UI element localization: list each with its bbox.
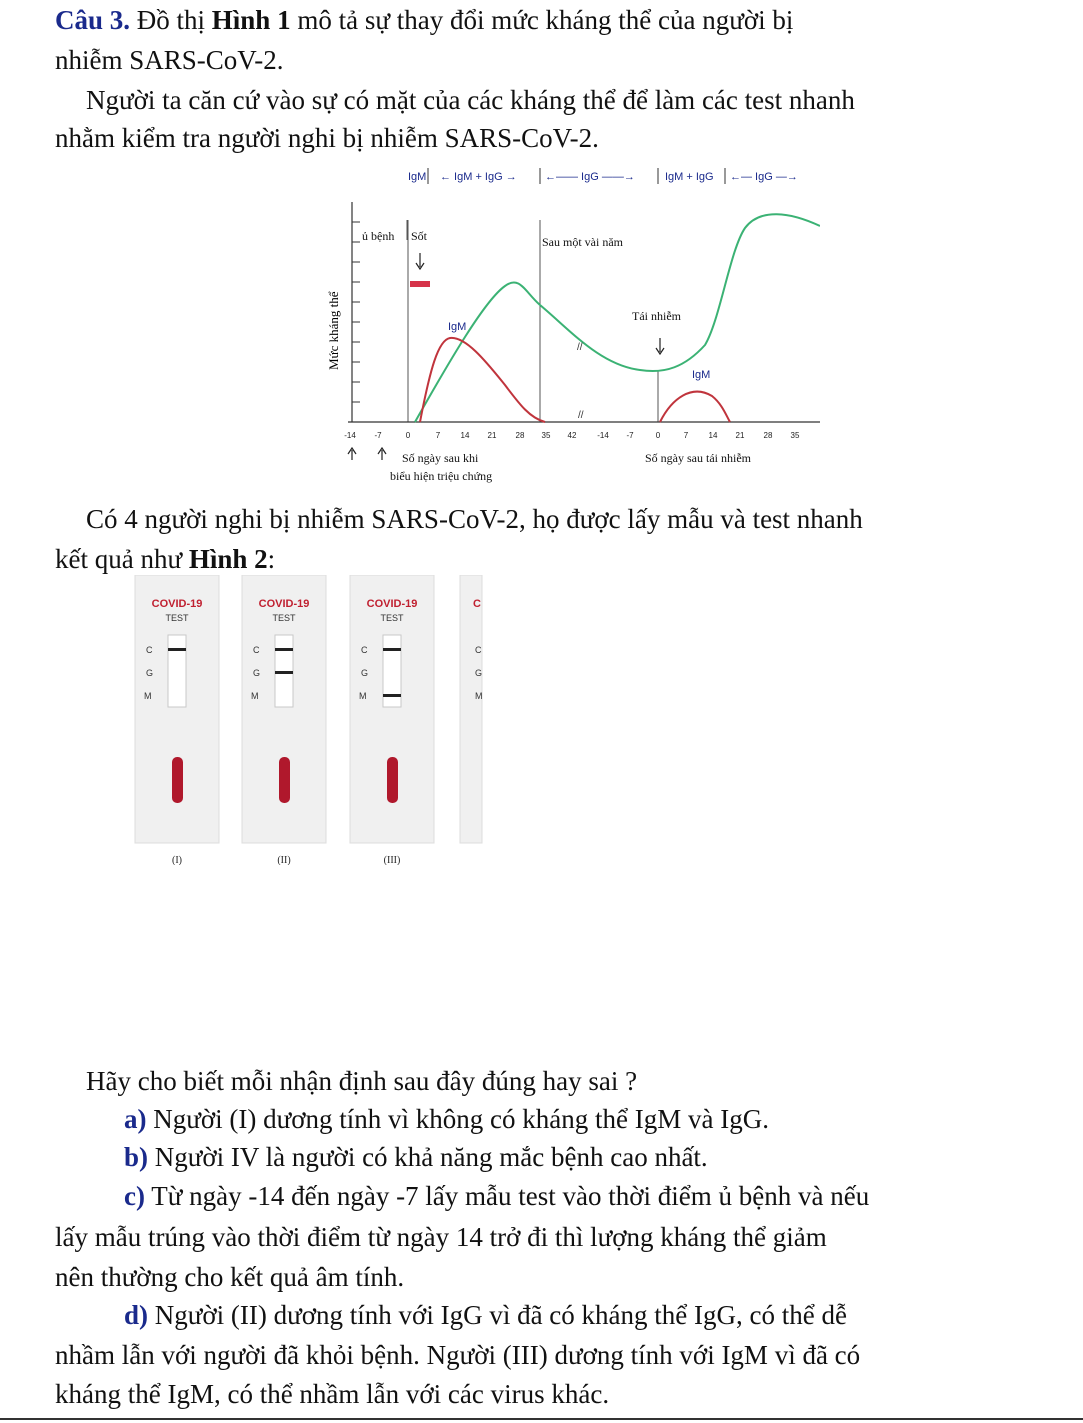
reinfection-arrow-icon [656,338,664,354]
tick-right-6: 21 [735,431,745,440]
cassette-label-2: (II) [277,855,291,865]
line-label-g: G [361,668,369,678]
up-arrow-icon-2 [378,448,386,460]
annot-years: Sau một vài năm [542,235,623,249]
fig1-reference: Hình 1 [211,5,291,35]
line-label-c: C [146,645,153,655]
tick-left-7: 28 [515,431,525,440]
sample-well [387,757,398,803]
para2-line1: Người ta căn cứ vào sự có mặt của các kháng thể để làm các test nhanh [86,85,855,115]
brand-subtitle: TEST [165,613,189,623]
phase-label-igm: IgM [408,171,427,183]
tick-left-8: 35 [541,431,551,440]
igm-reinfection-curve [660,392,730,422]
intro-text-b: mô tả sự thay đổi mức kháng thể của người bị [297,5,794,35]
band-g [275,671,293,674]
igm-reinfection-label: IgM [692,369,711,381]
x-label-right: Số ngày sau tái nhiễm [645,451,751,465]
tick-right-1: -14 [597,431,609,440]
tick-right-2: -7 [626,431,634,440]
para3-line1: Có 4 người nghi bị nhiễm SARS-CoV-2, họ được lấy mẫu và test nhanh [86,504,863,534]
tick-right-4: 7 [683,431,689,440]
statement-c-cont2: nên thường cho kết quả âm tính. [55,1262,405,1292]
tick-left-4: 7 [435,431,441,440]
fever-marker [410,281,430,287]
question-intro-line1 [55,4,793,36]
statement-c-cont1: lấy mẫu trúng vào thời điểm từ ngày 14 trở đi thì lượng kháng thể giảm [55,1222,827,1252]
tick-left-3: 0 [405,431,411,440]
line-label-c: C [253,645,260,655]
line-label-m: M [359,691,367,701]
sample-well [279,757,290,803]
up-arrow-icon-1 [348,448,356,460]
antibody-level-chart [320,160,820,495]
line-label-m: M [475,691,483,701]
para3-colon: : [267,544,276,574]
band-c [275,648,293,651]
line-label-m: M [144,691,152,701]
tick-right-7: 28 [763,431,773,440]
y-axis-label: Mức kháng thể [326,291,341,370]
brand-subtitle: TEST [272,613,296,623]
tick-left-6: 21 [487,431,497,440]
brand-subtitle: TEST [380,613,404,623]
intro-text-a: Đồ thị [136,5,206,35]
test-cassette-3 [350,575,434,843]
fig2-reference: Hình 2 [188,544,268,574]
test-cassette-1 [135,575,219,843]
tick-left-1: -14 [344,431,356,440]
page-bottom-rule [0,1418,1083,1420]
brand-title: COVID-19 [258,598,310,610]
rapid-test-figure [120,575,500,865]
tick-right-8: 35 [790,431,800,440]
statement-b-key: b) [124,1142,149,1172]
statement-c-key: c) [124,1181,145,1211]
brand-title: COVID-19 [366,598,418,610]
tick-left-2: -7 [374,431,382,440]
statement-a-key: a) [124,1104,147,1134]
fever-arrow-icon [416,253,424,269]
statement-b [124,1141,708,1173]
phase-label-igg-late: ←— IgG —→ [730,171,798,183]
line-label-g: G [146,668,154,678]
line-label-g: G [475,668,483,678]
test-cassette-2 [242,575,326,843]
brand-title-partial: C [473,598,481,610]
test-cassette-4 [460,575,483,843]
phase-label-igg: ←—— IgG ——→ [545,171,635,183]
statement-d-text: Người (II) dương tính với IgG vì đã có kháng thể IgG, có thể dễ [154,1300,847,1330]
para3-line2 [55,543,275,575]
curve-break-mark: // [577,342,583,353]
statement-d [124,1299,847,1331]
igm-label: IgM [448,321,467,333]
sample-well [172,757,183,803]
para3-text: kết quả như [55,544,183,574]
x-label-left-2: biểu hiện triệu chứng [390,469,493,483]
annot-reinfection: Tái nhiễm [632,309,681,323]
brand-title: COVID-19 [151,598,203,610]
statement-d-key: d) [124,1300,149,1330]
statement-c [124,1180,869,1212]
band-c [168,648,186,651]
cassette-label-3: (III) [383,855,401,865]
statement-c-text: Từ ngày -14 đến ngày -7 lấy mẫu test vào thời điểm ủ bệnh và nếu [151,1181,870,1211]
statement-b-text: Người IV là người có khả năng mắc bệnh cao nhất. [154,1142,708,1172]
band-m [383,694,401,697]
result-window [168,635,186,707]
question-label: Câu 3. [55,5,131,35]
annot-incubation: ủ bệnh [362,229,395,243]
line-label-m: M [251,691,259,701]
phase-label-igm-igg-reinfection: IgM + IgG [665,171,714,183]
annot-fever: Sốt [411,229,428,243]
statement-a-text: Người (I) dương tính vì không có kháng thể IgM và IgG. [153,1104,769,1134]
band-c [383,648,401,651]
cassette-label-1: (I) [172,855,182,865]
statement-a [124,1103,769,1135]
line-label-g: G [253,668,261,678]
question-prompt: Hãy cho biết mỗi nhận định sau đây đúng hay sai ? [86,1066,638,1096]
axis-break-mark: // [578,410,584,421]
statement-d-cont1: nhầm lẫn với người đã khỏi bệnh. Người (III) dương tính với IgM vì đã có [55,1340,861,1370]
x-label-left-1: Số ngày sau khi [402,451,479,465]
tick-left-9: 42 [567,431,577,440]
line-label-c: C [361,645,368,655]
phase-label-igm-igg: ← IgM + IgG → [440,171,517,183]
tick-right-3: 0 [655,431,661,440]
statement-d-cont2: kháng thể IgM, có thể nhầm lẫn với các virus khác. [55,1379,610,1409]
question-intro-line2: nhiễm SARS-CoV-2. [55,45,284,75]
para2-line2: nhằm kiểm tra người nghi bị nhiễm SARS-CoV-2. [55,123,599,153]
tick-right-5: 14 [708,431,718,440]
tick-left-5: 14 [460,431,470,440]
line-label-c: C [475,645,482,655]
cassette-body [460,575,482,843]
